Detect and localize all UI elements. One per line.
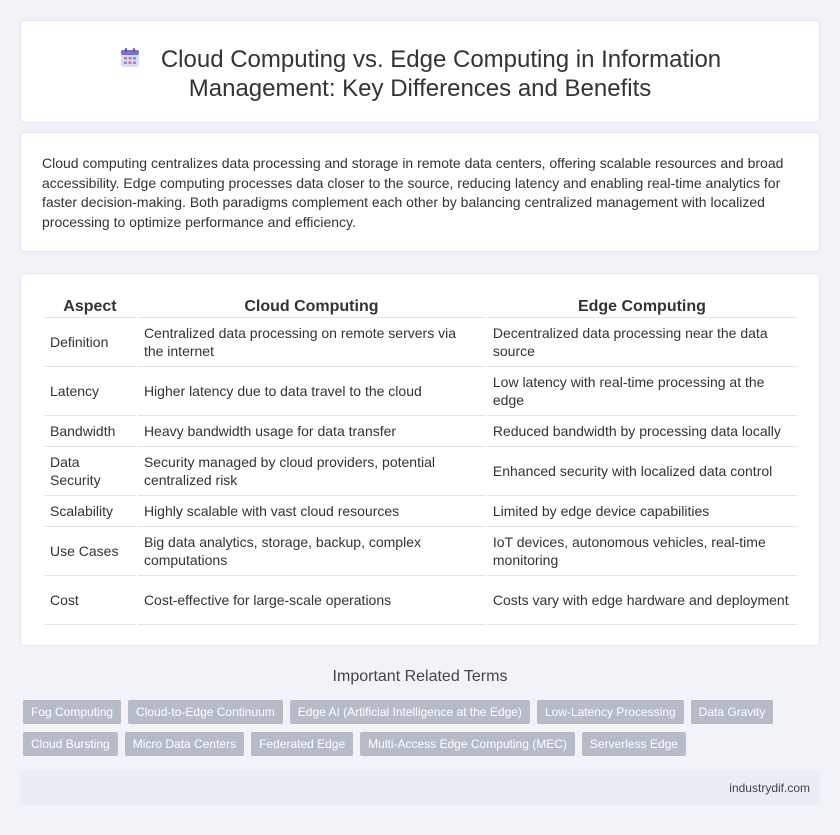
comparison-card	[20, 273, 820, 646]
related-terms	[23, 700, 823, 764]
row-edge: Reduced bandwidth by processing data locally	[487, 416, 797, 447]
table-row	[44, 447, 797, 496]
row-edge: Costs vary with edge hardware and deployment	[487, 576, 797, 625]
row-edge: Low latency with real-time processing at the edge	[487, 367, 797, 416]
title-line-1: Cloud Computing vs. Edge Computing in Information	[160, 46, 722, 73]
table-row	[44, 318, 797, 367]
row-edge: Limited by edge device capabilities	[487, 496, 797, 527]
tag-fog-computing[interactable]: Fog Computing	[23, 700, 121, 724]
tag-edge-ai[interactable]: Edge AI (Artificial Intelligence at the Edge)	[290, 700, 530, 724]
row-cloud: Centralized data processing on remote servers via the internet	[138, 318, 485, 367]
header-cloud: Cloud Computing	[138, 295, 485, 318]
tag-mec[interactable]: Multi-Access Edge Computing (MEC)	[360, 732, 575, 756]
tag-low-latency-processing[interactable]: Low-Latency Processing	[537, 700, 684, 724]
header-edge: Edge Computing	[487, 295, 797, 318]
row-aspect: Use Cases	[44, 527, 136, 576]
tag-micro-data-centers[interactable]: Micro Data Centers	[125, 732, 244, 756]
title-card	[20, 20, 820, 123]
calendar-icon	[119, 47, 141, 69]
page-title	[21, 45, 819, 103]
table-row	[44, 367, 797, 416]
tag-cloud-bursting[interactable]: Cloud Bursting	[23, 732, 118, 756]
row-cloud: Cost-effective for large-scale operations	[138, 576, 485, 625]
row-cloud: Big data analytics, storage, backup, complex computations	[138, 527, 485, 576]
row-cloud: Security managed by cloud providers, potential centralized risk	[138, 447, 485, 496]
row-cloud: Heavy bandwidth usage for data transfer	[138, 416, 485, 447]
row-cloud: Higher latency due to data travel to the cloud	[138, 367, 485, 416]
row-aspect: Latency	[44, 367, 136, 416]
tag-data-gravity[interactable]: Data Gravity	[691, 700, 774, 724]
row-aspect: Definition	[44, 318, 136, 367]
row-edge: IoT devices, autonomous vehicles, real-time monitoring	[487, 527, 797, 576]
related-terms-title: Important Related Terms	[332, 668, 508, 685]
row-cloud: Highly scalable with vast cloud resources	[138, 496, 485, 527]
intro-paragraph: Cloud computing centralizes data processing and storage in remote data centers, offering scalable resources and broad accessibility. Edge computing processes data closer to the source, reducing latency and enabling real-time analytics for faster decision-making. Both paradigms complement each other by balancing centralized management with localized processing to optimize performance and efficiency.	[42, 155, 784, 230]
tag-cloud-to-edge-continuum[interactable]: Cloud-to-Edge Continuum	[128, 700, 283, 724]
row-edge: Decentralized data processing near the data source	[487, 318, 797, 367]
table-row	[44, 496, 797, 527]
row-aspect: Scalability	[44, 496, 136, 527]
table-row	[44, 576, 797, 625]
footer-site-link[interactable]: industrydif.com	[729, 781, 810, 795]
title-line-2: Management: Key Differences and Benefits	[188, 75, 652, 102]
table-row	[44, 527, 797, 576]
comparison-table	[42, 295, 799, 625]
tag-row-2	[23, 732, 823, 756]
row-aspect: Data Security	[44, 447, 136, 496]
table-header-row	[44, 295, 797, 318]
row-aspect: Bandwidth	[44, 416, 136, 447]
row-edge: Enhanced security with localized data control	[487, 447, 797, 496]
tag-serverless-edge[interactable]: Serverless Edge	[582, 732, 686, 756]
intro-card	[20, 132, 820, 252]
row-aspect: Cost	[44, 576, 136, 625]
tag-row-1	[23, 700, 823, 724]
footer	[20, 770, 820, 805]
table-row	[44, 416, 797, 447]
tag-federated-edge[interactable]: Federated Edge	[251, 732, 353, 756]
header-aspect: Aspect	[44, 295, 136, 318]
